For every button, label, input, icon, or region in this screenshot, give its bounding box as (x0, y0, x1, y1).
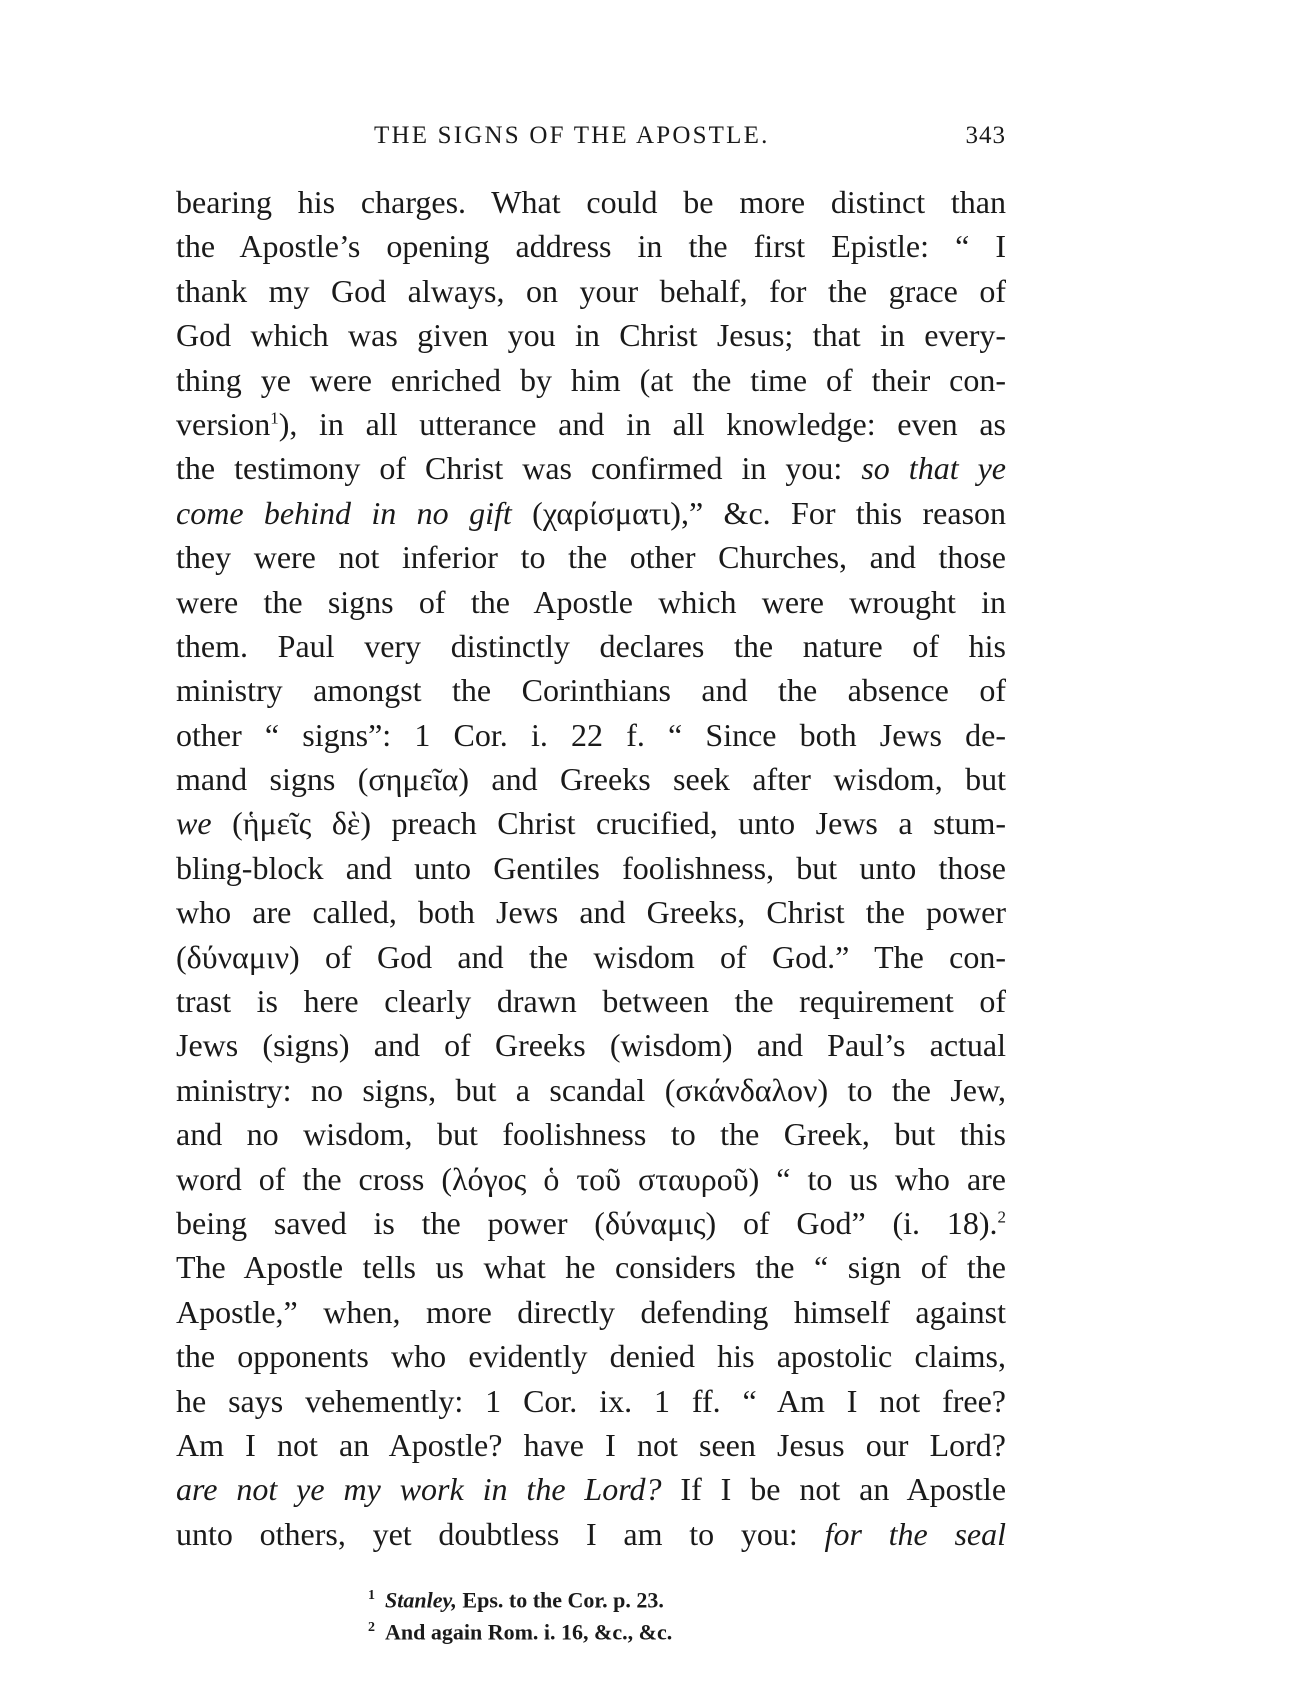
text-segment: ), in all utterance and in all knowledge: even as (278, 405, 1006, 442)
text-segment: the testimony of Christ was confirmed in you: (176, 450, 843, 487)
text-line: bling-block and unto Gentiles foolishness, but unto those (176, 849, 1006, 886)
running-title: THE SIGNS OF THE APOSTLE. (374, 122, 770, 149)
running-head (176, 122, 1006, 158)
text-line: thing ye were enriched by him (at the time of their con- (176, 361, 1006, 398)
text-line (176, 491, 1006, 535)
text-segment: being saved is the power (δύναμις) of God” (i. 18). (176, 1204, 998, 1241)
text-segment: If I be not an Apostle (680, 1471, 1006, 1508)
text-line (176, 1467, 1006, 1511)
italic-text: for the seal (824, 1515, 1006, 1552)
text-line: God which was given you in Christ Jesus; that in every- (176, 317, 1006, 354)
text-line: they were not inferior to the other Churches, and those (176, 539, 1006, 576)
text-line: the opponents who evidently denied his apostolic claims, (176, 1338, 1006, 1375)
footnote-text: And again Rom. i. 16, &c., &c. (385, 1619, 673, 1645)
footnote-ref-2: 2 (997, 1207, 1006, 1227)
footnote-2 (368, 1612, 888, 1644)
text-line: Jews (signs) and of Greeks (wisdom) and Paul’s actual (176, 1027, 1006, 1064)
text-line: the Apostle’s opening address in the first Epistle: “ I (176, 228, 1006, 265)
text-segment: version (176, 405, 271, 442)
text-line (176, 1201, 1006, 1245)
text-line: and no wisdom, but foolishness to the Greek, but this (176, 1116, 1006, 1153)
text-line: Apostle,” when, more directly defending himself against (176, 1293, 1006, 1330)
text-line: trast is here clearly drawn between the requirement of (176, 983, 1006, 1020)
footnote-author: Stanley, (385, 1587, 457, 1613)
text-line: word of the cross (λόγος ὁ τοῦ σταυροῦ) “ to us who are (176, 1160, 1006, 1197)
text-line: other “ signs”: 1 Cor. i. 22 f. “ Since both Jews de- (176, 716, 1006, 753)
italic-text: we (176, 805, 212, 842)
footnote-ref-1: 1 (270, 408, 279, 428)
text-segment: (χαρίσματι),” &c. For this reason (532, 494, 1006, 531)
page-number: 343 (965, 122, 1006, 149)
text-line (176, 402, 1006, 446)
text-segment: unto others, yet doubtless I am to you: (176, 1515, 798, 1552)
italic-text: are not ye my work in the Lord? (176, 1471, 662, 1508)
text-line: them. Paul very distinctly declares the nature of his (176, 627, 1006, 664)
text-line: mand signs (σημεῖα) and Greeks seek after wisdom, but (176, 761, 1006, 798)
text-line (176, 446, 1006, 490)
footnote-text: Eps. to the Cor. p. 23. (462, 1587, 664, 1613)
text-line: thank my God always, on your behalf, for the grace of (176, 272, 1006, 309)
text-segment: (ἡμεῖς δὲ) preach Christ crucified, unto Jews a stum- (232, 805, 1006, 842)
footnote-mark: 2 (368, 1620, 375, 1635)
text-line: The Apostle tells us what he considers the “ sign of the (176, 1249, 1006, 1286)
italic-text: so that ye (861, 450, 1006, 487)
text-line (176, 1512, 1006, 1556)
text-line: Am I not an Apostle? have I not seen Jesus our Lord? (176, 1426, 1006, 1463)
footnotes (368, 1580, 888, 1644)
text-line: who are called, both Jews and Greeks, Christ the power (176, 894, 1006, 931)
footnote-mark: 1 (368, 1588, 375, 1603)
text-line: (δύναμιν) of God and the wisdom of God.” The con- (176, 938, 1006, 975)
text-line: ministry: no signs, but a scandal (σκάνδαλον) to the Jew, (176, 1071, 1006, 1108)
text-line: bearing his charges. What could be more distinct than (176, 184, 1006, 220)
italic-text: come behind in no gift (176, 494, 512, 531)
text-line: were the signs of the Apostle which were wrought in (176, 583, 1006, 620)
text-line: he says vehemently: 1 Cor. ix. 1 ff. “ Am I not free? (176, 1382, 1006, 1419)
text-line: ministry amongst the Corinthians and the absence of (176, 672, 1006, 709)
body-text (176, 180, 1006, 1556)
text-line (176, 801, 1006, 845)
footnote-1 (368, 1580, 888, 1612)
